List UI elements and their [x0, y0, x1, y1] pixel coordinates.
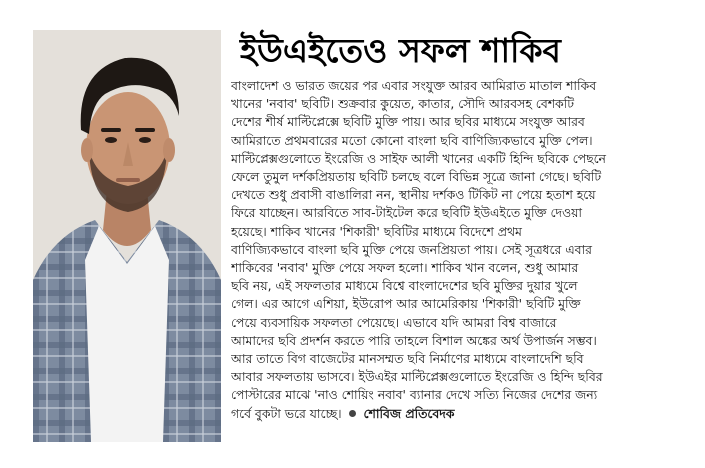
article-line: বাণিজ্যিকভাবে বাংলা ছবি মুক্তি পেয়ে জনপ্রিয়তা পায়। সেই সূত্রধরে এবার — [231, 241, 592, 257]
article-line: শাকিবের 'নবাব' মুক্তি পেয়ে সফল হলো। শাকিব খান বলেন, শুধু আমার — [231, 260, 579, 276]
article-line: মাল্টিপ্লেক্সগুলোতে ইংরেজি ও সাইফ আলী খানের একটি হিন্দি ছবিকে পেছনে — [231, 150, 606, 166]
article-line: দেশের শীর্ষ মাল্টিপ্লেক্সে ছবিটি মুক্তি পায়। আর ছবির মাধ্যমে সংযুক্ত আরব — [231, 114, 585, 130]
article-line: আমাদের ছবি প্রদর্শন করতে পারি তাহলে বিশাল অঙ্কের অর্থ উপার্জন সম্ভব। — [231, 332, 597, 348]
article-line: দেখতে শুধু প্রবাসী বাঙালিরা নন, স্থানীয় দর্শকও টিকিট না পেয়ে হতাশ হয়ে — [231, 187, 596, 203]
article-line: হয়েছে। শাকিব খানের 'শিকারী' ছবিটির মাধ্যমে বিদেশে প্রথম — [231, 223, 522, 239]
article-line: ফেলে তুমুল দর্শকপ্রিয়তায় ছবিটি চলছে বলে বিভিন্ন সূত্রে জানা গেছে। ছবিটি — [231, 169, 602, 185]
article-line: আবার সফলতায় ভাসবে। ইউএইর মাল্টিপ্লেক্সগুলোতে ইংরেজি ও হিন্দি ছবির — [231, 369, 603, 385]
article-line: পোস্টারের মাঝে 'নাও শোয়িং নবাব' ব্যানার দেখে সত্যি নিজের দেশের জন্য — [231, 387, 598, 403]
article-line: বাংলাদেশ ও ভারত জয়ের পর এবার সংযুক্ত আরব আমিরাত মাতাল শাকিব — [231, 78, 597, 93]
article-line: পেয়ে ব্যবসায়িক সফলতা পেয়েছে। এভাবে যদি আমরা বিশ্ব বাজারে — [231, 314, 557, 330]
headline: ইউএইতেও সফল শাকিব — [240, 31, 561, 70]
article-line: ফিরে যাচ্ছেন। আরবিতে সাব-টাইটেল করে ছবিটি ইউএইতে মুক্তি দেওয়া — [231, 205, 583, 221]
article-last-line — [231, 405, 699, 423]
article-line: আমিরাতে প্রথমবারের মতো কোনো বাংলা ছবি বাণিজ্যিকভাবে মুক্তি পেল। — [231, 132, 593, 148]
article-line: গেল। এর আগে এশিয়া, ইউরোপ আর আমেরিকায় 'শিকারী' ছবিটি মুক্তি — [231, 296, 581, 312]
byline: শোবিজ প্রতিবেদক — [363, 405, 455, 421]
closing-sentence: গর্বে বুকটা ভরে যাচ্ছে। — [231, 405, 342, 421]
article-line: আর তাতে বিগ বাজেটের মানসম্মত ছবি নির্মাণের মাধ্যমে বাংলাদেশি ছবি — [231, 351, 584, 367]
portrait-photo — [33, 30, 221, 442]
article-line: ছবি নয়, এই সফলতার মাধ্যমে বিশ্বে বাংলাদেশের ছবি মুক্তির দুয়ার খুলে — [231, 278, 578, 294]
article-line: খানের 'নবাব' ছবিটি। শুক্রবার কুয়েত, কাতার, সৌদি আরবসহ বেশকটি — [231, 96, 575, 112]
article-body — [231, 77, 699, 423]
filled-circle-icon — [349, 410, 356, 417]
